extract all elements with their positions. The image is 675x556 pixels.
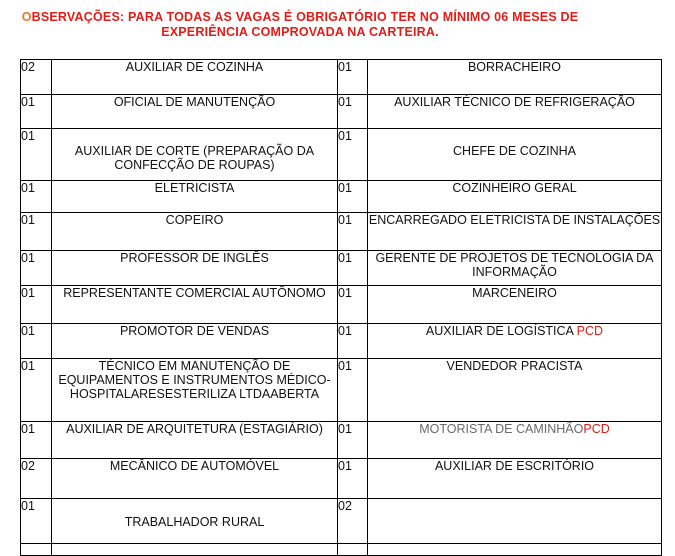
empty-cell — [52, 544, 338, 556]
vacancy-quantity: 02 — [21, 459, 52, 499]
job-title: ENCARREGADO ELETRICISTA DE INSTALAÇÕES — [368, 213, 662, 251]
job-title-cell — [52, 129, 338, 181]
vacancy-quantity: 01 — [21, 422, 52, 459]
vacancy-quantity: 01 — [21, 213, 52, 251]
vacancy-quantity: 01 — [338, 213, 368, 251]
job-title: CHEFE DE COZINHA — [453, 144, 576, 158]
observations-note — [0, 10, 600, 40]
empty-cell — [338, 544, 368, 556]
vacancy-quantity: 01 — [338, 286, 368, 324]
vacancy-quantity: 01 — [21, 181, 52, 213]
vacancy-quantity: 01 — [338, 459, 368, 499]
table-row — [21, 129, 662, 181]
vacancy-quantity: 02 — [21, 60, 52, 95]
job-vacancies-table — [20, 59, 662, 556]
vacancy-quantity: 01 — [338, 129, 368, 181]
table-row-partial — [21, 544, 662, 556]
job-title-cell — [368, 422, 662, 459]
table-row — [21, 459, 662, 499]
pcd-tag: PCD — [576, 324, 604, 338]
table-row — [21, 499, 662, 544]
job-title: AUXILIAR DE ESCRITÓRIO — [368, 459, 662, 499]
job-title: TRABALHADOR RURAL — [124, 515, 265, 529]
vacancy-quantity: 01 — [338, 60, 368, 95]
note-initial-letter: O — [21, 10, 32, 24]
vacancy-quantity: 01 — [21, 129, 52, 181]
job-title: AUXILIAR TÉCNICO DE REFRIGERAÇÃO — [368, 95, 662, 129]
job-title: AUXILIAR DE CORTE (PREPARAÇÃO DA CONFECÇÃO DE ROUPAS) — [74, 144, 315, 172]
vacancy-quantity: 01 — [338, 181, 368, 213]
job-title-cell — [368, 129, 662, 181]
empty-cell — [21, 544, 52, 556]
pcd-tag: PCD — [583, 422, 610, 436]
vacancy-quantity: 01 — [21, 499, 52, 544]
vacancy-quantity: 01 — [21, 359, 52, 422]
note-line-1: BSERVAÇÕES: PARA TODAS AS VAGAS É OBRIGATÓRIO TER NO MÍNIMO 06 MESES DE — [31, 10, 579, 24]
job-title: MECÂNICO DE AUTOMÓVEL — [52, 459, 338, 499]
job-title: AUXILIAR DE LOGÍSTICA — [425, 324, 574, 338]
table-row — [21, 359, 662, 422]
job-title: MOTORISTA DE CAMINHÃO — [419, 422, 584, 436]
vacancy-quantity: 01 — [21, 251, 52, 286]
table-row — [21, 95, 662, 129]
job-title-cell — [52, 499, 338, 544]
job-title: REPRESENTANTE COMERCIAL AUTÔNOMO — [52, 286, 338, 324]
table-row — [21, 213, 662, 251]
vacancy-quantity: 01 — [338, 422, 368, 459]
job-title: PROMOTOR DE VENDAS — [52, 324, 338, 359]
empty-cell — [368, 544, 662, 556]
vacancy-quantity: 01 — [21, 95, 52, 129]
job-title-cell — [368, 324, 662, 359]
job-title: COPEIRO — [52, 213, 338, 251]
job-title: GERENTE DE PROJETOS DE TECNOLOGIA DA INFORMAÇÃO — [368, 251, 662, 286]
job-title: COZINHEIRO GERAL — [368, 181, 662, 213]
job-title: ELETRICISTA — [52, 181, 338, 213]
job-title: MARCENEIRO — [368, 286, 662, 324]
job-title: OFICIAL DE MANUTENÇÃO — [52, 95, 338, 129]
job-title: BORRACHEIRO — [368, 60, 662, 95]
job-title — [368, 499, 662, 544]
vacancy-quantity: 01 — [338, 95, 368, 129]
note-line-2: EXPERIÊNCIA COMPROVADA NA CARTEIRA. — [161, 25, 439, 39]
job-title: AUXILIAR DE COZINHA — [52, 60, 338, 95]
vacancy-quantity: 01 — [338, 251, 368, 286]
vacancy-quantity: 01 — [21, 286, 52, 324]
vacancy-quantity: 01 — [21, 324, 52, 359]
table-row — [21, 60, 662, 95]
vacancy-quantity: 02 — [338, 499, 368, 544]
table-row — [21, 324, 662, 359]
job-title: TÉCNICO EM MANUTENÇÃO DE EQUIPAMENTOS E INSTRUMENTOS MÉDICO-HOSPITALARESESTERILIZA LTDAABERTA — [52, 359, 338, 422]
table-row — [21, 422, 662, 459]
table-row — [21, 181, 662, 213]
vacancy-quantity: 01 — [338, 359, 368, 422]
job-title: VENDEDOR PRACISTA — [368, 359, 662, 422]
vacancy-quantity: 01 — [338, 324, 368, 359]
table-row — [21, 286, 662, 324]
table-row — [21, 251, 662, 286]
job-title: PROFESSOR DE INGLÊS — [52, 251, 338, 286]
job-title: AUXILIAR DE ARQUITETURA (ESTAGIÁRIO) — [52, 422, 338, 459]
